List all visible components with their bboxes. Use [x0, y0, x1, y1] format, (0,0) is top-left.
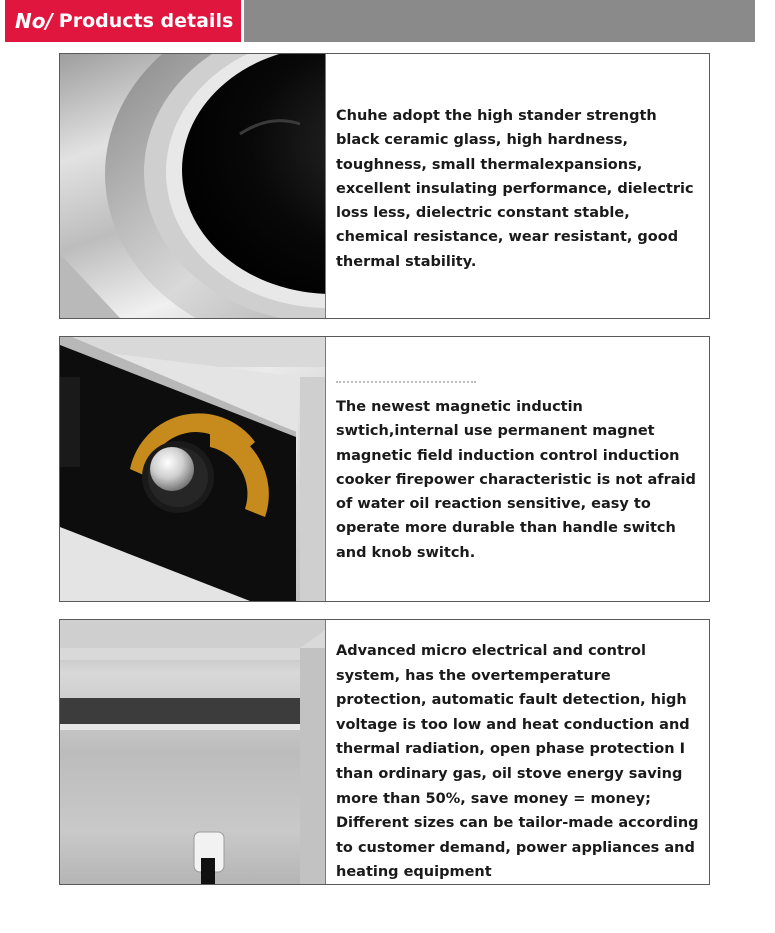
detail-panel-magnetic-switch — [59, 336, 710, 602]
header-title: Products details — [58, 10, 234, 32]
separator — [336, 381, 476, 383]
ceramic-glass-cooktop-photo — [60, 54, 326, 318]
header-title-block — [5, 0, 241, 42]
cooktop-illustration — [60, 54, 325, 318]
steel-cabinet-photo — [60, 620, 326, 884]
detail-text: The newest magnetic inductin swtich,internal use permanent magnet magnetic field induction control induction cooker firepower characteristic is not afraid of water oil reaction sensitive, easy to operate more durable than handle switch and knob switch. — [336, 399, 696, 561]
cabinet-illustration — [60, 620, 325, 884]
header-number: No/ — [15, 9, 53, 33]
section-header — [0, 0, 775, 42]
detail-panel-control-system — [59, 619, 710, 885]
control-panel-illustration — [60, 337, 325, 601]
detail-text: Advanced micro electrical and control system, has the overtemperature protection, automatic fault detection, high voltage is too low and heat conduction and thermal radiation, open phase protection I than ordinary gas, oil stove energy saving more than 50%, save money = money; Different sizes can be tailor-made according to customer demand, power appliances and heating equipment — [336, 643, 699, 881]
detail-text: Chuhe adopt the high stander strength black ceramic glass, high hardness, toughness, small thermalexpansions, excellent insulating performance, dielectric loss less, dielectric constant stable, chemical resistance, wear resistant, good thermal stability. — [336, 108, 694, 270]
header-bar — [244, 0, 755, 42]
detail-panel-ceramic-glass — [59, 53, 710, 319]
control-knob-panel-photo — [60, 337, 326, 601]
